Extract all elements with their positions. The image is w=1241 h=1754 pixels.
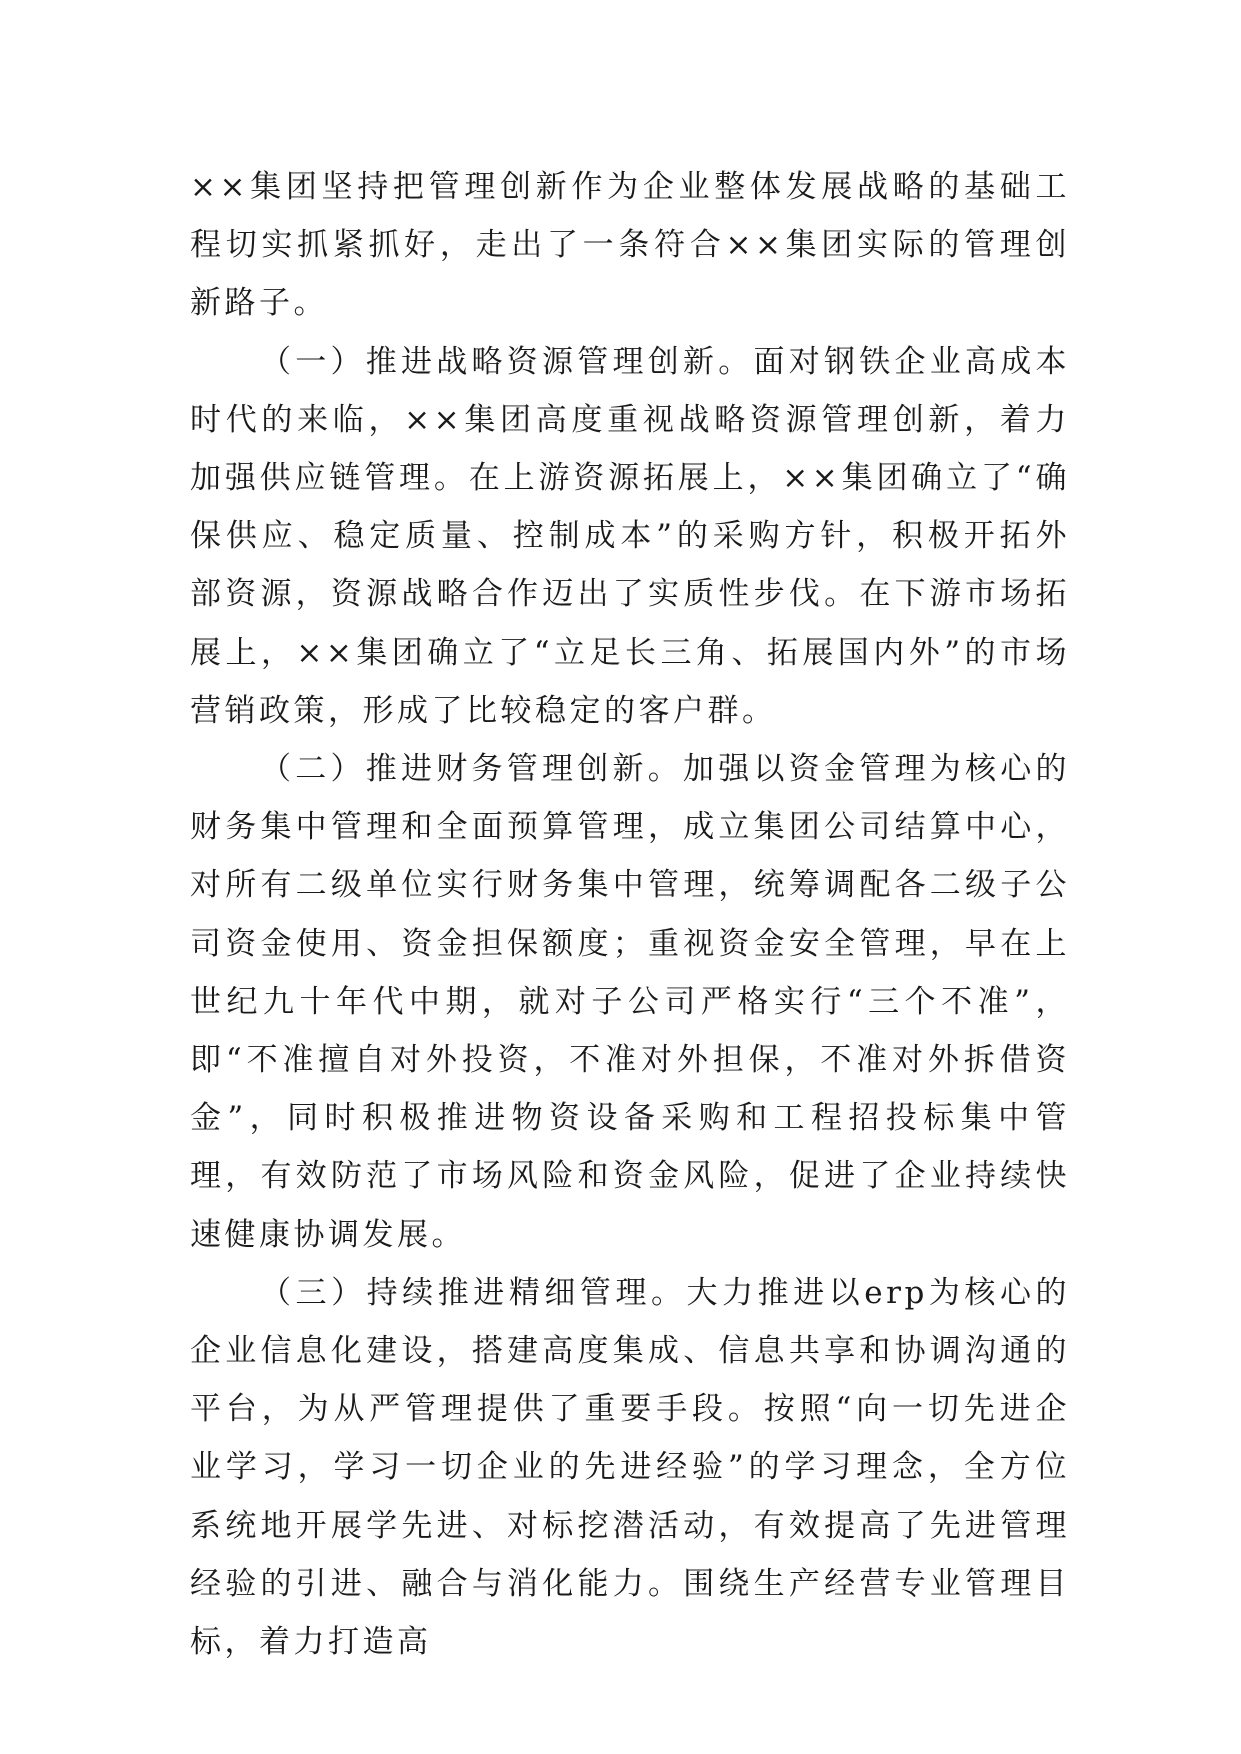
document-body (190, 158, 1070, 1671)
paragraph-intro: ××集团坚持把管理创新作为企业整体发展战略的基础工程切实抓紧抓好，走出了一条符合××集团实际的管理创新路子。 (190, 169, 1070, 322)
paragraph-strategic-resource-management: （一）推进战略资源管理创新。面对钢铁企业高成本时代的来临，××集团高度重视战略资源管理创新，着力加强供应链管理。在上游资源拓展上，××集团确立了“确保供应、稳定质量、控制成本”的采购方针，积极开拓外部资源，资源战略合作迈出了实质性步伐。在下游市场拓展上，××集团确立了“立足长三角、拓展国内外”的市场营销政策，形成了比较稳定的客户群。 (190, 343, 1070, 729)
paragraph-financial-management: （二）推进财务管理创新。加强以资金管理为核心的财务集中管理和全面预算管理，成立集团公司结算中心，对所有二级单位实行财务集中管理，统筹调配各二级子公司资金使用、资金担保额度；重视资金安全管理，早在上世纪九十年代中期，就对子公司严格实行“三个不准”，即“不准擅自对外投资，不准对外担保，不准对外拆借资金”，同时积极推进物资设备采购和工程招投标集中管理，有效防范了市场风险和资金风险，促进了企业持续快速健康协调发展。 (190, 751, 1070, 1253)
paragraph-refined-management: （三）持续推进精细管理。大力推进以erp为核心的企业信息化建设，搭建高度集成、信息共享和协调沟通的平台，为从严管理提供了重要手段。按照“向一切先进企业学习，学习一切企业的先进经验”的学习理念，全方位系统地开展学先进、对标挖潜活动，有效提高了先进管理经验的引进、融合与消化能力。围绕生产经营专业管理目标，着力打造高 (190, 1274, 1070, 1661)
